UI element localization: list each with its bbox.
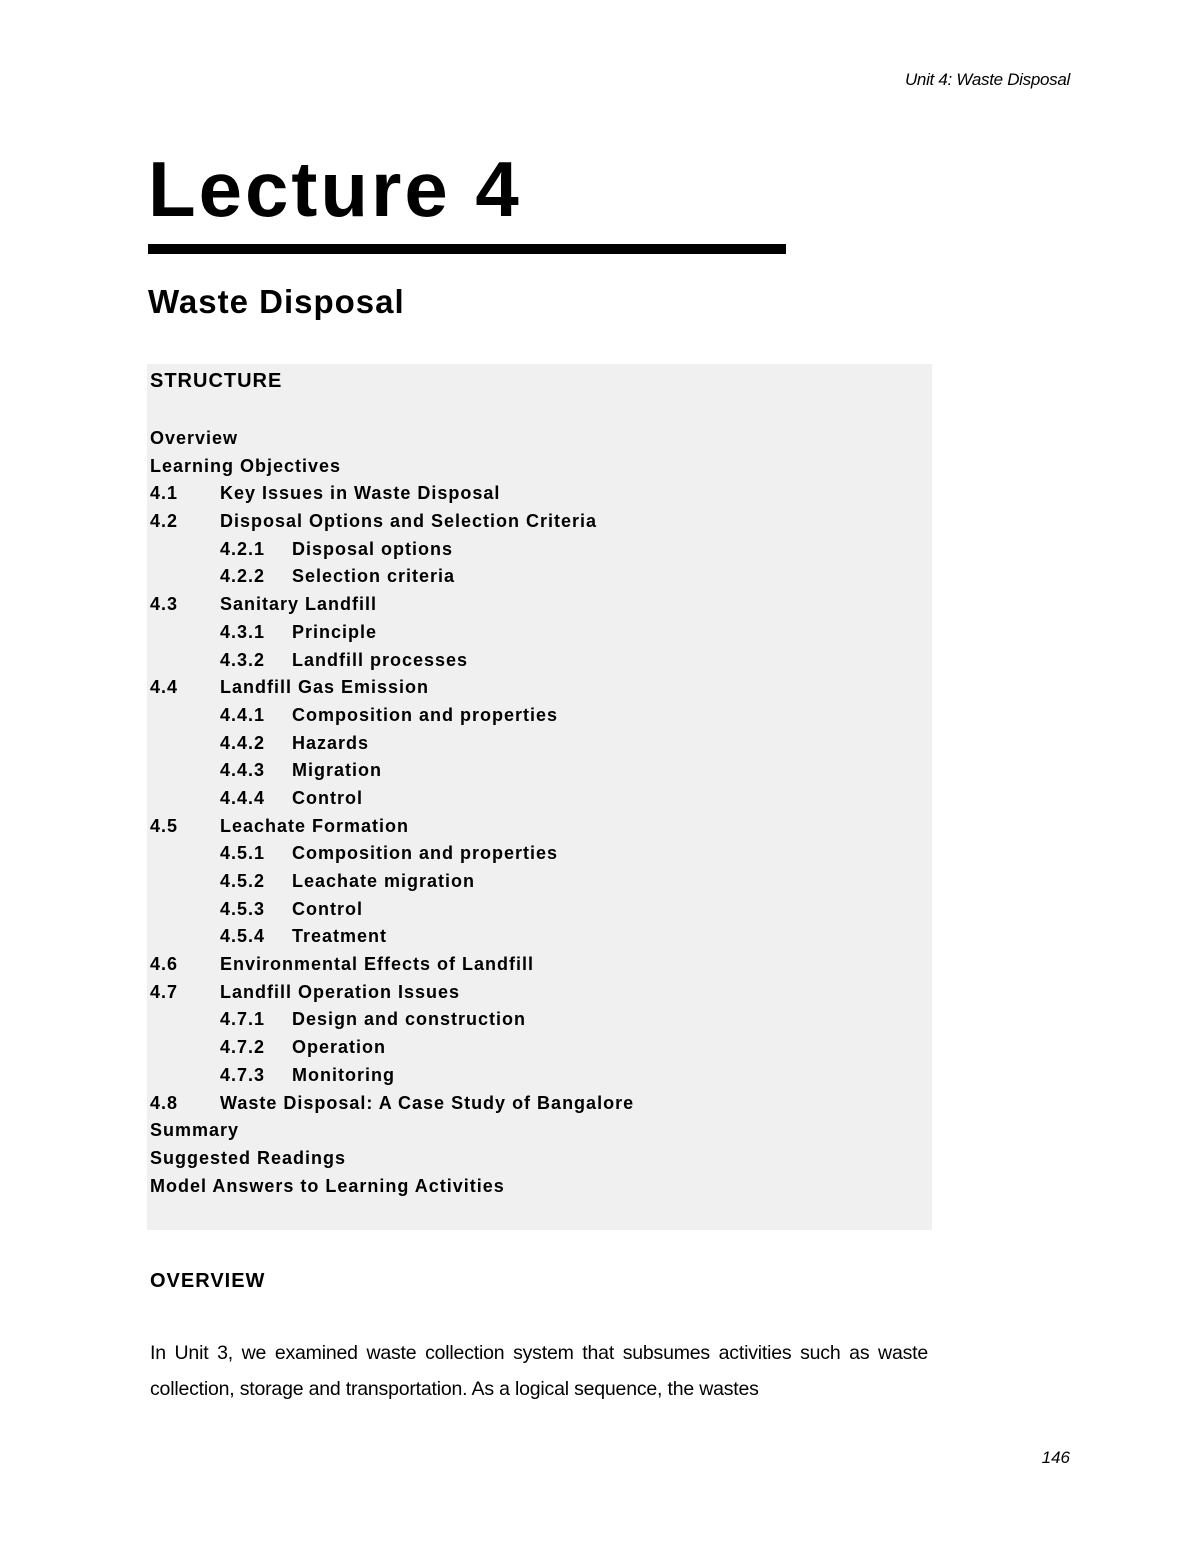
toc-item-label: Learning Objectives: [150, 455, 342, 476]
toc-item-number: 4.4: [150, 677, 179, 698]
toc-item: [150, 536, 634, 564]
toc-item-label: Composition and properties: [292, 704, 559, 725]
toc-item: [150, 508, 634, 536]
overview-body: In Unit 3, we examined waste collection system that subsumes activities such as waste collection, storage and transportation. As a logical sequence, the wastes: [150, 1342, 928, 1400]
toc-item: [150, 730, 634, 758]
toc-item-number: 4.3.2: [220, 649, 266, 670]
overview-heading: OVERVIEW: [150, 1270, 266, 1292]
toc-item-label: Leachate migration: [292, 871, 476, 891]
toc-item: [150, 868, 634, 896]
toc-item: [150, 453, 634, 481]
toc-item-number: 4.2.1: [220, 538, 266, 559]
toc-item-label: Waste Disposal: A Case Study of Bangalore: [220, 1092, 635, 1113]
toc-item: [150, 702, 634, 730]
toc-item: [150, 785, 634, 813]
toc-item-label: Landfill processes: [292, 649, 469, 670]
toc-item: [150, 1145, 634, 1173]
lecture-title: Lecture 4: [148, 145, 522, 233]
toc-item-number: 4.5.2: [220, 871, 266, 891]
toc-item-number: 4.7.3: [220, 1064, 266, 1085]
toc-item-number: 4.5.1: [220, 843, 266, 864]
toc-item-number: 4.5.3: [220, 898, 266, 919]
toc-item-number: 4.5: [150, 815, 179, 836]
toc-item-label: Landfill Operation Issues: [220, 981, 461, 1002]
toc-item: [150, 1173, 634, 1201]
table-of-contents: [150, 425, 634, 1200]
toc-item-label: Disposal options: [292, 538, 454, 559]
toc-item-label: Leachate Formation: [220, 815, 410, 836]
toc-item-number: 4.2: [150, 511, 179, 532]
toc-item-label: Suggested Readings: [150, 1147, 347, 1168]
toc-item: [150, 923, 634, 951]
toc-item-number: 4.2.2: [220, 566, 266, 587]
toc-item-label: Hazards: [292, 732, 370, 753]
toc-item-number: 4.8: [150, 1092, 179, 1113]
toc-item-number: 4.4.1: [220, 704, 266, 725]
toc-item-label: Control: [292, 898, 363, 919]
toc-item: [150, 1006, 634, 1034]
page-number: 146: [1041, 1448, 1070, 1467]
toc-item: [150, 840, 634, 868]
toc-item-number: 4.7.2: [220, 1037, 266, 1058]
toc-item: [150, 1034, 634, 1062]
toc-item: [150, 647, 634, 675]
toc-item: [150, 896, 634, 924]
toc-item: [150, 480, 634, 508]
toc-item-number: 4.3: [150, 594, 179, 615]
toc-item-label: Landfill Gas Emission: [220, 677, 430, 698]
toc-item-label: Model Answers to Learning Activities: [150, 1175, 505, 1196]
toc-item: [150, 591, 634, 619]
toc-item-number: 4.7: [150, 981, 179, 1002]
toc-item: [150, 813, 634, 841]
toc-item: [150, 619, 634, 647]
toc-item-number: 4.6: [150, 954, 179, 975]
toc-item-label: Sanitary Landfill: [220, 594, 378, 615]
structure-heading: STRUCTURE: [150, 370, 283, 392]
lecture-subtitle: Waste Disposal: [148, 283, 405, 320]
toc-item-label: Monitoring: [292, 1064, 395, 1085]
toc-item-label: Environmental Effects of Landfill: [220, 954, 535, 975]
toc-item-label: Principle: [292, 621, 378, 642]
toc-item-label: Overview: [150, 428, 239, 448]
toc-item-number: 4.5.4: [220, 926, 266, 947]
toc-item-number: 4.4.4: [220, 787, 266, 808]
toc-item-label: Key Issues in Waste Disposal: [220, 483, 501, 504]
toc-item-number: 4.4.2: [220, 732, 266, 753]
toc-item-label: Summary: [150, 1120, 240, 1141]
toc-item-label: Disposal Options and Selection Criteria: [220, 511, 598, 532]
toc-item-number: 4.7.1: [220, 1009, 266, 1030]
toc-item: [150, 425, 634, 453]
toc-item-label: Operation: [292, 1037, 387, 1058]
toc-item-number: 4.1: [150, 483, 179, 504]
toc-item: [150, 563, 634, 591]
toc-item: [150, 1062, 634, 1090]
toc-item: [150, 674, 634, 702]
toc-item: [150, 1117, 634, 1145]
toc-item-label: Treatment: [292, 926, 388, 947]
title-rule: [148, 244, 786, 254]
toc-item-label: Selection criteria: [292, 566, 456, 587]
toc-item: [150, 951, 634, 979]
toc-item: [150, 1090, 634, 1118]
running-header: Unit 4: Waste Disposal: [904, 70, 1070, 89]
toc-item-number: 4.4.3: [220, 760, 266, 781]
toc-item-number: 4.3.1: [220, 621, 266, 642]
toc-item: [150, 757, 634, 785]
toc-item-label: Design and construction: [292, 1009, 527, 1030]
toc-item-label: Control: [292, 787, 363, 808]
toc-item-label: Composition and properties: [292, 843, 559, 864]
toc-item-label: Migration: [292, 760, 382, 781]
toc-item: [150, 979, 634, 1007]
